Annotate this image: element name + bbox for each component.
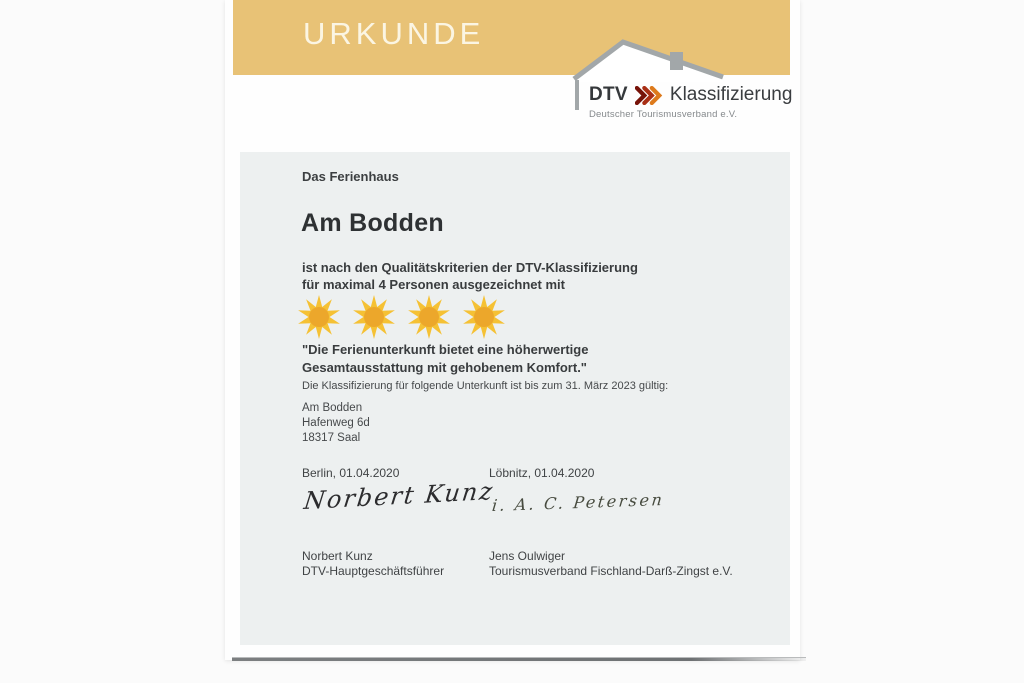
signatory-role-right: Tourismusverband Fischland-Darß-Zingst e.V.	[489, 564, 733, 578]
signature-right: i. A. C. Petersen	[491, 489, 666, 516]
star-icon	[352, 295, 396, 339]
quote-line-1: "Die Ferienunterkunft bietet eine höherwertige	[302, 342, 589, 357]
chevrons-icon	[635, 86, 663, 105]
address-line-3: 18317 Saal	[302, 432, 361, 444]
signatory-role-left: DTV-Hauptgeschäftsführer	[302, 564, 445, 578]
intro-label: Das Ferienhaus	[302, 169, 399, 184]
award-line-1: ist nach den Qualitätskriterien der DTV-Klassifizierung	[302, 260, 638, 275]
banner-title: URKUNDE	[303, 16, 485, 51]
scan-edge-line	[232, 657, 806, 661]
star-icon	[407, 295, 451, 339]
award-line-2: für maximal 4 Personen ausgezeichnet mit	[302, 277, 565, 292]
signatory-name-left: Norbert Kunz	[302, 549, 373, 563]
address-line-2: Hafenweg 6d	[302, 417, 370, 429]
signatory-name-right: Jens Oulwiger	[489, 549, 566, 563]
stars-row	[297, 295, 506, 339]
logo-brand-text: Klassifizierung	[669, 84, 793, 105]
validity-line: Die Klassifizierung für folgende Unterkunft ist bis zum 31. März 2023 gültig:	[302, 380, 669, 392]
date-right: Löbnitz, 01.04.2020	[489, 466, 595, 480]
content-panel	[240, 152, 790, 645]
dtv-logo	[589, 84, 792, 106]
date-left: Berlin, 01.04.2020	[302, 466, 400, 480]
logo-dtv-text: DTV	[589, 84, 628, 105]
quote-line-2: Gesamtausstattung mit gehobenem Komfort."	[302, 360, 587, 375]
star-icon	[297, 295, 341, 339]
star-icon	[462, 295, 506, 339]
property-name: Am Bodden	[301, 209, 444, 237]
signature-left: Norbert Kunz	[302, 476, 496, 516]
address-line-1: Am Bodden	[302, 402, 363, 414]
logo-subtitle: Deutscher Tourismusverband e.V.	[589, 109, 738, 120]
